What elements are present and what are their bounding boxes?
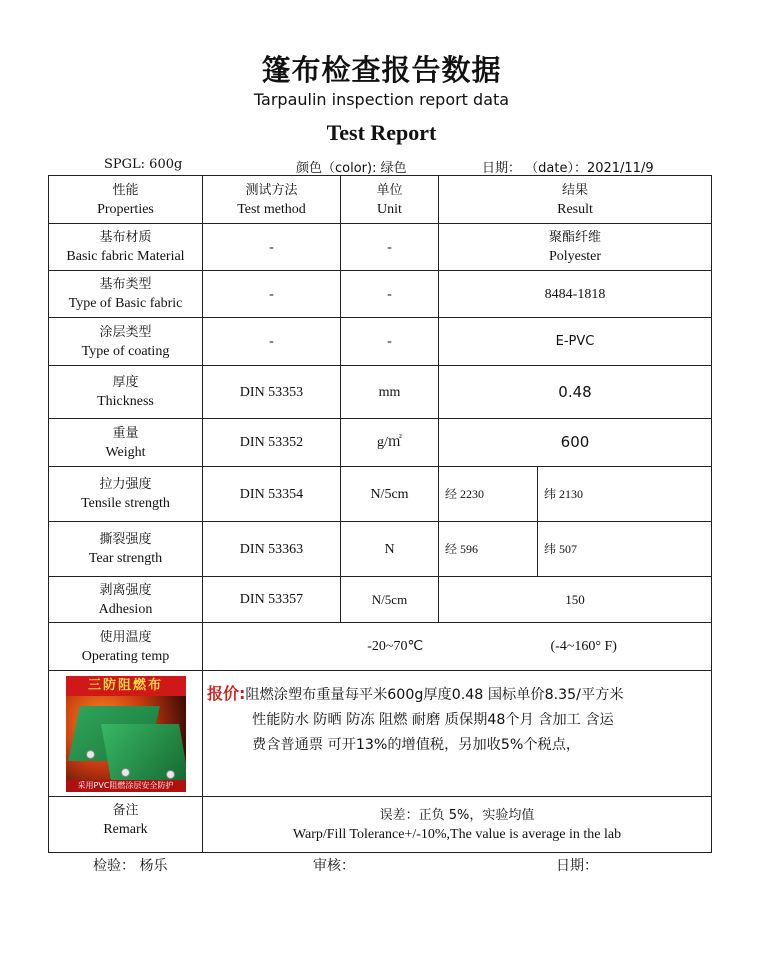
unit-cell: - [341,271,439,318]
remark-text-cell: 误差：正负 5%，实验均值 Warp/Fill Tolerance+/-10%,The value is average in the lab [203,797,712,853]
grommet-icon [121,768,130,777]
property-cell: 撕裂强度 Tear strength [49,522,203,577]
warp-cell: 经 2230 [439,467,538,522]
property-cell: 基布类型 Type of Basic fabric [49,271,203,318]
warp-cell: 经 596 [439,522,538,577]
product-caption: 采用PVC阻燃涂层安全防护 [66,780,186,792]
method-cell: DIN 53354 [203,467,341,522]
table-row [49,577,712,623]
page-title: 篷布检查报告数据 [261,53,502,87]
header-properties: 性能 Properties [49,176,203,224]
method-cell: DIN 53363 [203,522,341,577]
method-cell: DIN 53357 [203,577,341,623]
property-cell: 拉力强度 Tensile strength [49,467,203,522]
temp-fahrenheit: (-4~160° F) [550,639,617,654]
result-cell: 0.48 [439,366,712,419]
property-cell: 剥离强度 Adhesion [49,577,203,623]
header-method: 测试方法 Test method [203,176,341,224]
property-cell: 重量 Weight [49,419,203,467]
method-cell: - [203,271,341,318]
method-cell: - [203,318,341,366]
table-row [49,623,712,671]
temp-celsius: -20~70℃ [367,639,424,654]
color-label: 颜色（color): 绿色 [296,161,407,176]
temperature-cell [203,623,712,671]
remark-label-cell: 备注 Remark [49,797,203,853]
table-row [49,467,712,522]
method-cell: - [203,224,341,271]
header-result: 结果 Result [439,176,712,224]
result-cell: 150 [439,577,712,623]
table-row [49,366,712,419]
unit-cell: N [341,522,439,577]
table-row [49,224,712,271]
weft-cell: 纬 2130 [538,467,712,522]
remark-row [49,797,712,853]
price-row [49,671,712,797]
weft-cell: 纬 507 [538,522,712,577]
unit-cell: - [341,318,439,366]
result-cell: E-PVC [439,318,712,366]
price-text-line2: 性能防水 防晒 防冻 阻燃 耐磨 质保期48个月 含加工 含运 [252,712,614,728]
result-cell: 聚酯纤维 Polyester [439,224,712,271]
header-unit: 单位 Unit [341,176,439,224]
table-row [49,271,712,318]
unit-cell: N/5cm [341,467,439,522]
product-banner: 三防阻燃布 [66,676,186,696]
spec-label: SPGL: 600g [104,157,183,172]
inspection-table [48,175,712,853]
property-cell: 涂层类型 Type of coating [49,318,203,366]
reviewer-label: 审核： [313,858,355,874]
price-text-line1: 阻燃涂塑布重量每平米600g厚度0.48 国标单价8.35/平方米 [245,687,624,703]
table-row [49,419,712,467]
date-label: 日期： （date）：2021/11/9 [482,161,654,176]
method-cell: DIN 53352 [203,419,341,467]
price-text-line3: 费含普通票 可开13%的增值税，另加收5%个税点， [252,737,581,753]
page-subtitle: Tarpaulin inspection report data [253,90,510,109]
inspector-label: 检验： 杨乐 [93,858,168,874]
grommet-icon [166,770,175,779]
property-cell: 厚度 Thickness [49,366,203,419]
report-title: Test Report [326,120,437,145]
product-image-cell [49,671,203,797]
price-cell [203,671,712,797]
unit-cell: mm [341,366,439,419]
footer-date-label: 日期： [556,858,598,874]
grommet-icon [86,750,95,759]
unit-cell: N/5cm [341,577,439,623]
property-cell: 基布材质 Basic fabric Material [49,224,203,271]
result-cell: 600 [439,419,712,467]
table-row [49,318,712,366]
unit-cell: - [341,224,439,271]
unit-cell: g/㎡ [341,419,439,467]
property-cell: 使用温度 Operating temp [49,623,203,671]
table-header-row [49,176,712,224]
price-label: 报价: [207,684,246,703]
result-cell: 8484-1818 [439,271,712,318]
product-image [66,676,186,792]
method-cell: DIN 53353 [203,366,341,419]
table-row [49,522,712,577]
